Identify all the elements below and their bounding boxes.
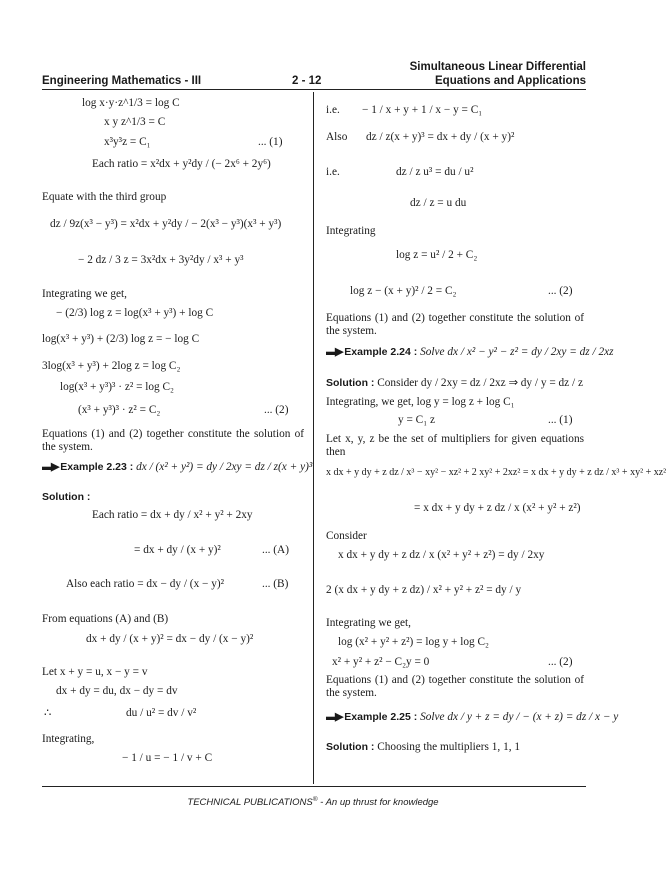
- eq-r10: x dx + y dy + z dz / x (x² + y² + z²) = dy / 2xy: [338, 549, 545, 561]
- example-label: Example 2.25 :: [344, 711, 418, 723]
- example-arrow-icon: ▬▶: [326, 346, 342, 358]
- text-let: Let x + y = u, x − y = v: [42, 666, 148, 678]
- text-third-group: Equate with the third group: [42, 191, 167, 203]
- eq-l7: − (2/3) log z = log(x³ + y³) + log C: [56, 307, 214, 319]
- example-expression: dx / x² − y² − z² = dy / 2xy = dz / 2xz: [447, 346, 614, 358]
- eq-l5: dz / 9z(x³ − y³) = x²dx + y²dy / − 2(x³ − y³)(x³ + y³): [50, 218, 282, 230]
- eq-l16: dx + dy = du, dx − dy = dv: [56, 685, 178, 697]
- eq-l18: − 1 / u = − 1 / v + C: [122, 752, 213, 764]
- example-solve-word: Solve: [420, 711, 445, 723]
- example-label: Example 2.24 :: [344, 346, 418, 358]
- solution-text: Consider dy / 2xy = dz / 2xz ⇒ dy / y = dz / z: [377, 377, 583, 389]
- publisher-name: TECHNICAL PUBLICATIONS: [187, 797, 313, 809]
- footer-rule: [42, 786, 586, 787]
- eq-l15: dx + dy / (x + y)² = dx − dy / (x − y)²: [86, 633, 254, 645]
- example-arrow-icon: ▬▶: [42, 461, 58, 473]
- eq-number: ... (2): [548, 656, 573, 668]
- text-integrating-log: Integrating, we get, log y = log z + log C₁: [326, 396, 515, 408]
- eq-r13: x² + y² + z² − C₂y = 0: [332, 656, 430, 668]
- eq-l9: 3log(x³ + y³) + 2log z = log C₂: [42, 360, 181, 372]
- eq-number: ... (2): [548, 285, 573, 297]
- text-integrating: Integrating we get,: [42, 288, 128, 300]
- example-solve-word: Solve: [420, 346, 445, 358]
- chapter-title-line1: Simultaneous Linear Differential: [409, 61, 586, 73]
- eq-number: ... (2): [264, 404, 289, 416]
- text-multipliers: Let x, y, z be the set of multipliers for given equations then: [326, 433, 584, 458]
- eq-l3: x³y³z = C₁: [104, 136, 151, 148]
- eq-r1: − 1 / x + y + 1 / x − y = C₁: [362, 104, 483, 116]
- eq-l8: log(x³ + y³) + (2/3) log z = − log C: [42, 333, 200, 345]
- header-rule: [42, 89, 586, 90]
- solution-2-25: [326, 741, 520, 754]
- eq-l4: Each ratio = x²dx + y²dy / (− 2x⁶ + 2y⁶): [92, 158, 271, 170]
- eq-r11: 2 (x dx + y dy + z dz) / x² + y² + z² = dy / y: [326, 584, 522, 596]
- registered-mark: ®: [312, 796, 318, 803]
- eq-number: ... (1): [548, 414, 573, 426]
- eq-r8: x dx + y dy + z dz / x³ − xy² − xz² + 2 xy² + 2xz² = x dx + y dy + z dz / x³ + xy² + xz²: [326, 467, 666, 478]
- eq-l13: = dx + dy / (x + y)²: [134, 544, 221, 556]
- eq-r7: y = C₁ z: [398, 414, 435, 426]
- text-conclusion-r2: Equations (1) and (2) together constitute the solution of the system.: [326, 674, 584, 699]
- example-expression: dx / y + z = dy / − (x + z) = dz / x − y: [447, 711, 619, 723]
- example-expression: dx / (x² + y²) = dy / 2xy = dz / z(x + y)³: [136, 461, 313, 473]
- example-arrow-icon: ▬▶: [326, 711, 342, 723]
- page-number: 2 - 12: [292, 75, 322, 87]
- text-integrating-r2: Integrating we get,: [326, 617, 412, 629]
- text-conclusion: Equations (1) and (2) together constitute the solution of the system.: [42, 428, 304, 453]
- example-2-23: [42, 461, 312, 474]
- example-2-24: [326, 346, 614, 359]
- eq-number: ... (B): [262, 578, 289, 590]
- chapter-title-line2: Equations and Applications: [435, 75, 586, 87]
- example-2-25: [326, 711, 618, 724]
- solution-text: Choosing the multipliers 1, 1, 1: [377, 741, 521, 753]
- eq-r2: dz / z(x + y)³ = dx + dy / (x + y)²: [366, 131, 515, 143]
- book-title: Engineering Mathematics - III: [42, 75, 202, 87]
- footer-tagline: - An up thrust for knowledge: [317, 797, 439, 809]
- eq-l14: Also each ratio = dx − dy / (x − y)²: [66, 578, 225, 590]
- solution-label: Solution :: [326, 741, 375, 753]
- text-from-equations: From equations (A) and (B): [42, 613, 169, 625]
- also-label: Also: [326, 131, 348, 143]
- eq-r5: log z = u² / 2 + C₂: [396, 249, 478, 261]
- eq-r12: log (x² + y² + z²) = log y + log C₂: [338, 636, 489, 648]
- example-label: Example 2.23 :: [60, 461, 134, 473]
- text-integrating-r: Integrating: [326, 225, 376, 237]
- eq-r9: = x dx + y dy + z dz / x (x² + y² + z²): [414, 502, 581, 514]
- solution-label: Solution :: [326, 377, 375, 389]
- eq-number: ... (1): [258, 136, 283, 148]
- eq-r4: dz / z = u du: [410, 197, 467, 209]
- ie-label: i.e.: [326, 166, 340, 178]
- eq-l1: log x·y·z^1/3 = log C: [82, 97, 180, 109]
- therefore-symbol: ∴: [44, 707, 52, 719]
- eq-l10: log(x³ + y³)³ · z² = log C₂: [60, 381, 175, 393]
- eq-l6: − 2 dz / 3 z = 3x²dx + 3y²dy / x³ + y³: [78, 254, 244, 266]
- eq-l11: (x³ + y³)³ · z² = C₂: [78, 404, 161, 416]
- solution-2-24: [326, 377, 583, 390]
- eq-r3: dz / z u³ = du / u²: [396, 166, 474, 178]
- column-divider: [313, 92, 314, 784]
- eq-number: ... (A): [262, 544, 289, 556]
- eq-r6: log z − (x + y)² / 2 = C₂: [350, 285, 457, 297]
- text-consider: Consider: [326, 530, 367, 542]
- text-conclusion-r: Equations (1) and (2) together constitute the solution of the system.: [326, 312, 584, 337]
- footer: [0, 796, 626, 808]
- text-integrating-2: Integrating,: [42, 733, 95, 745]
- eq-l17: du / u² = dv / v²: [126, 707, 197, 719]
- eq-l12: Each ratio = dx + dy / x² + y² + 2xy: [92, 509, 253, 521]
- ie-label: i.e.: [326, 104, 340, 116]
- eq-l2: x y z^1/3 = C: [104, 116, 166, 128]
- solution-label: Solution :: [42, 491, 91, 503]
